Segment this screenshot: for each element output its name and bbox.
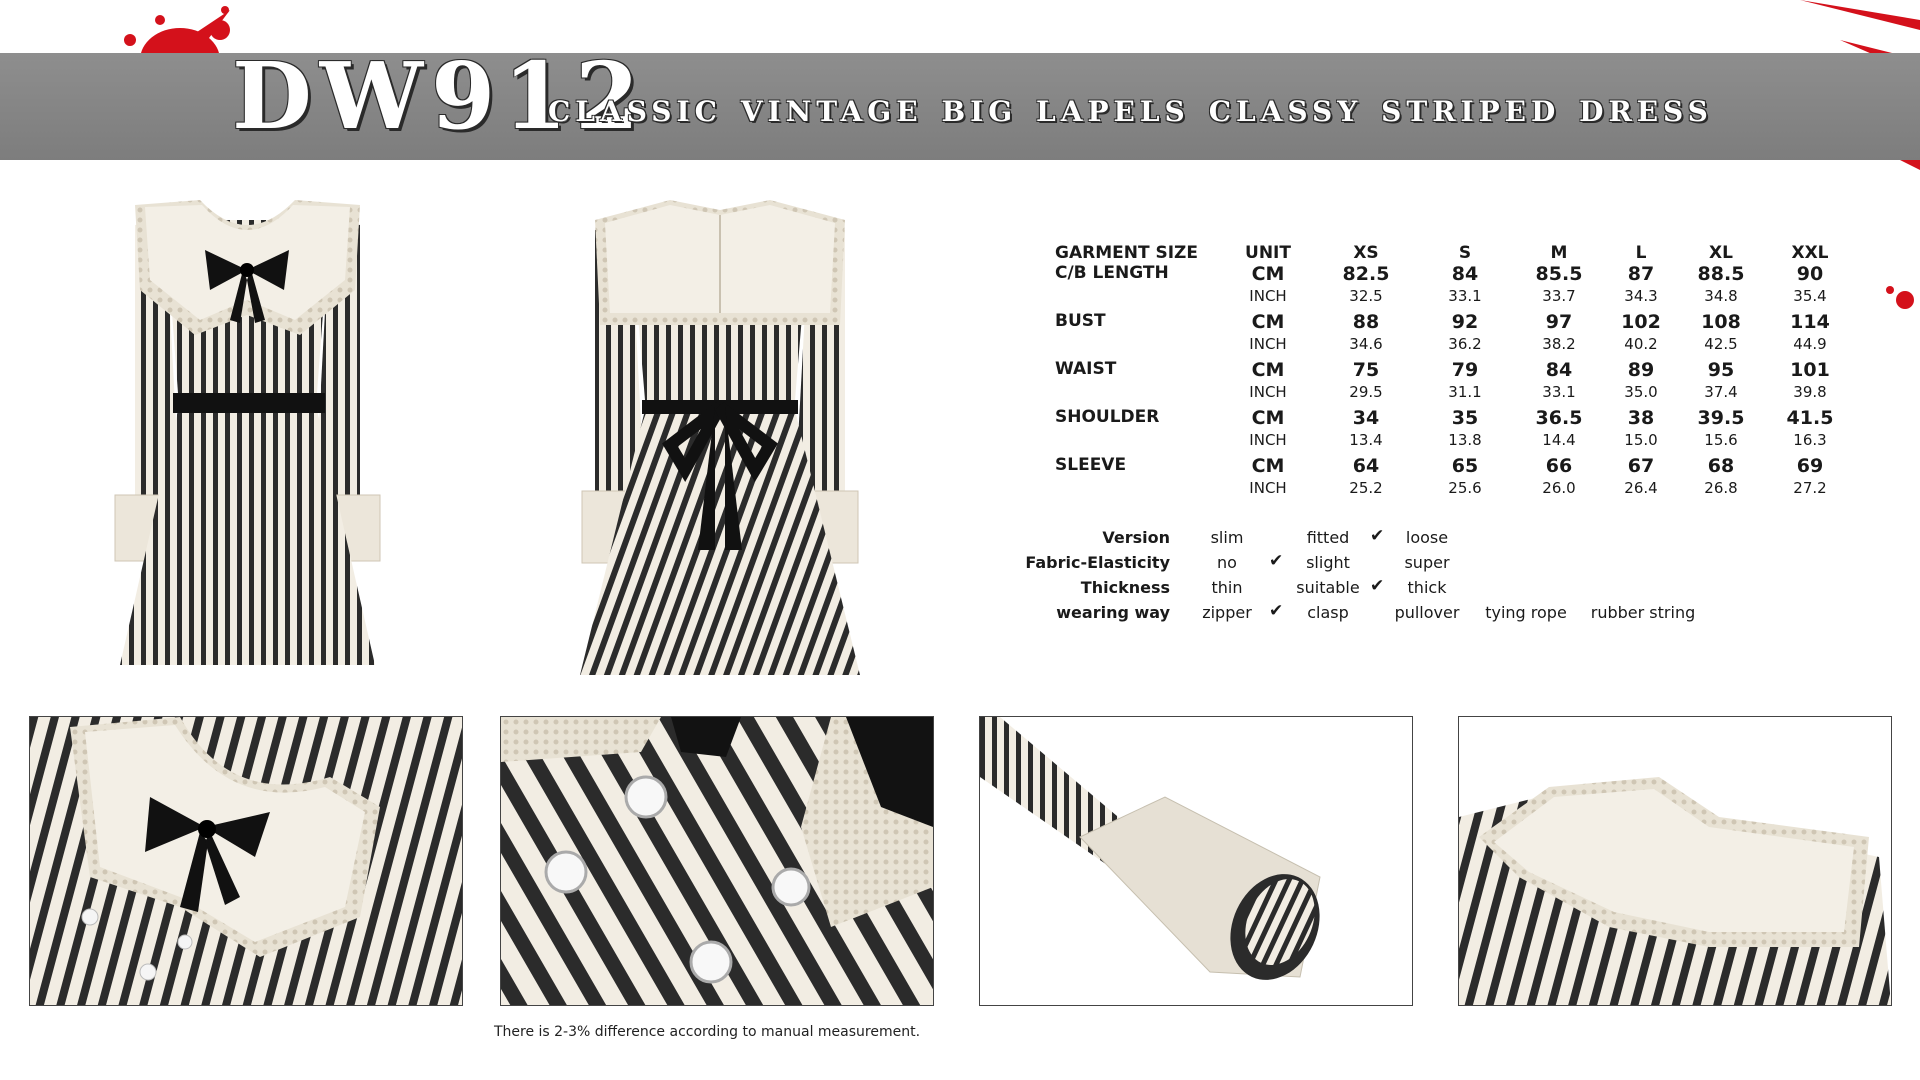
- size-value-cell: 26.4: [1624, 479, 1658, 497]
- check-mark-icon: ✔: [1370, 576, 1385, 596]
- size-value-cell: 14.4: [1542, 431, 1576, 449]
- unit-cell: INCH: [1249, 383, 1287, 401]
- size-value-cell: 89: [1627, 359, 1655, 381]
- size-value-cell: 67: [1627, 455, 1655, 477]
- size-value-cell: 31.1: [1448, 383, 1482, 401]
- measurement-label: SHOULDER: [1055, 407, 1160, 427]
- size-value-cell: 82.5: [1342, 263, 1390, 285]
- feature-label: Version: [1102, 528, 1170, 547]
- size-value-cell: 101: [1790, 359, 1830, 381]
- header-size-xl: XL: [1709, 243, 1733, 263]
- feature-option: slim: [1210, 528, 1244, 547]
- size-value-cell: 25.2: [1349, 479, 1383, 497]
- feature-option: super: [1404, 553, 1450, 572]
- feature-option: suitable: [1296, 578, 1360, 597]
- size-value-cell: 102: [1621, 311, 1661, 333]
- feature-option: fitted: [1306, 528, 1350, 547]
- size-value-cell: 40.2: [1624, 335, 1658, 353]
- size-value-cell: 25.6: [1448, 479, 1482, 497]
- dress-front-image: [105, 195, 390, 675]
- header-size-s: S: [1458, 243, 1472, 263]
- size-value-cell: 108: [1701, 311, 1741, 333]
- size-value-cell: 33.1: [1542, 383, 1576, 401]
- size-value-cell: 34: [1352, 407, 1380, 429]
- size-value-cell: 35: [1451, 407, 1479, 429]
- detail-image-pearl-buttons: [500, 716, 934, 1006]
- size-value-cell: 13.8: [1448, 431, 1482, 449]
- size-value-cell: 69: [1796, 455, 1824, 477]
- size-value-cell: 34.3: [1624, 287, 1658, 305]
- header-size-l: L: [1635, 243, 1647, 263]
- size-value-cell: 32.5: [1349, 287, 1383, 305]
- size-value-cell: 37.4: [1704, 383, 1738, 401]
- feature-option: thick: [1407, 578, 1447, 597]
- feature-option: tying rope: [1485, 603, 1567, 622]
- feature-label: Fabric-Elasticity: [1025, 553, 1170, 572]
- size-value-cell: 65: [1451, 455, 1479, 477]
- size-value-cell: 79: [1451, 359, 1479, 381]
- header-unit: UNIT: [1245, 243, 1291, 263]
- measurement-label: SLEEVE: [1055, 455, 1127, 475]
- feature-option: clasp: [1307, 603, 1349, 622]
- size-value-cell: 34.8: [1704, 287, 1738, 305]
- size-value-cell: 38.2: [1542, 335, 1576, 353]
- header-size-xs: XS: [1353, 243, 1379, 263]
- product-title: classic vintage big lapels classy striped dress: [548, 84, 1713, 131]
- size-value-cell: 42.5: [1704, 335, 1738, 353]
- measurement-label: BUST: [1055, 311, 1106, 331]
- feature-option: zipper: [1202, 603, 1252, 622]
- unit-cell: INCH: [1249, 287, 1287, 305]
- dress-back-image: [570, 195, 870, 680]
- size-value-cell: 35.4: [1793, 287, 1827, 305]
- detail-image-collar-bow: [29, 716, 463, 1006]
- size-value-cell: 16.3: [1793, 431, 1827, 449]
- size-value-cell: 34.6: [1349, 335, 1383, 353]
- size-value-cell: 95: [1707, 359, 1735, 381]
- unit-cell: CM: [1251, 311, 1285, 333]
- size-value-cell: 36.2: [1448, 335, 1482, 353]
- measurement-label: C/B LENGTH: [1055, 263, 1169, 283]
- size-value-cell: 90: [1796, 263, 1824, 285]
- size-value-cell: 44.9: [1793, 335, 1827, 353]
- size-value-cell: 13.4: [1349, 431, 1383, 449]
- unit-cell: INCH: [1249, 335, 1287, 353]
- size-value-cell: 92: [1451, 311, 1479, 333]
- unit-cell: CM: [1251, 263, 1285, 285]
- check-mark-icon: ✔: [1370, 526, 1385, 546]
- feature-option: thin: [1211, 578, 1243, 597]
- size-value-cell: 29.5: [1349, 383, 1383, 401]
- detail-image-back-collar: [1458, 716, 1892, 1006]
- size-value-cell: 33.7: [1542, 287, 1576, 305]
- unit-cell: INCH: [1249, 479, 1287, 497]
- size-value-cell: 39.5: [1697, 407, 1745, 429]
- size-value-cell: 15.6: [1704, 431, 1738, 449]
- feature-option: pullover: [1394, 603, 1460, 622]
- size-value-cell: 64: [1352, 455, 1380, 477]
- measurement-note: There is 2-3% difference according to manual measurement.: [493, 1024, 921, 1040]
- size-value-cell: 26.8: [1704, 479, 1738, 497]
- unit-cell: CM: [1251, 455, 1285, 477]
- feature-label: Thickness: [1080, 578, 1170, 597]
- header-size-m: M: [1550, 243, 1568, 263]
- measurement-label: WAIST: [1055, 359, 1117, 379]
- header-garment-size: GARMENT SIZE: [1055, 243, 1198, 263]
- size-value-cell: 27.2: [1793, 479, 1827, 497]
- feature-option: rubber string: [1590, 603, 1696, 622]
- size-value-cell: 39.8: [1793, 383, 1827, 401]
- size-value-cell: 84: [1545, 359, 1573, 381]
- size-value-cell: 66: [1545, 455, 1573, 477]
- detail-image-cuff: [979, 716, 1413, 1006]
- size-value-cell: 87: [1627, 263, 1655, 285]
- size-value-cell: 38: [1627, 407, 1655, 429]
- feature-option: slight: [1306, 553, 1350, 572]
- size-value-cell: 33.1: [1448, 287, 1482, 305]
- size-value-cell: 75: [1352, 359, 1380, 381]
- check-mark-icon: ✔: [1269, 551, 1284, 571]
- product-sku: DW912: [232, 42, 648, 150]
- feature-option: no: [1217, 553, 1237, 572]
- size-value-cell: 41.5: [1786, 407, 1834, 429]
- feature-option: loose: [1405, 528, 1449, 547]
- unit-cell: INCH: [1249, 431, 1287, 449]
- size-value-cell: 36.5: [1535, 407, 1583, 429]
- size-value-cell: 35.0: [1624, 383, 1658, 401]
- size-value-cell: 26.0: [1542, 479, 1576, 497]
- size-value-cell: 84: [1451, 263, 1479, 285]
- size-value-cell: 114: [1790, 311, 1830, 333]
- unit-cell: CM: [1251, 407, 1285, 429]
- size-value-cell: 85.5: [1535, 263, 1583, 285]
- size-value-cell: 88.5: [1697, 263, 1745, 285]
- size-value-cell: 68: [1707, 455, 1735, 477]
- unit-cell: CM: [1251, 359, 1285, 381]
- check-mark-icon: ✔: [1269, 601, 1284, 621]
- header-size-xxl: XXL: [1791, 243, 1829, 263]
- size-value-cell: 15.0: [1624, 431, 1658, 449]
- size-value-cell: 88: [1352, 311, 1380, 333]
- feature-label: wearing way: [1056, 603, 1170, 622]
- size-value-cell: 97: [1545, 311, 1573, 333]
